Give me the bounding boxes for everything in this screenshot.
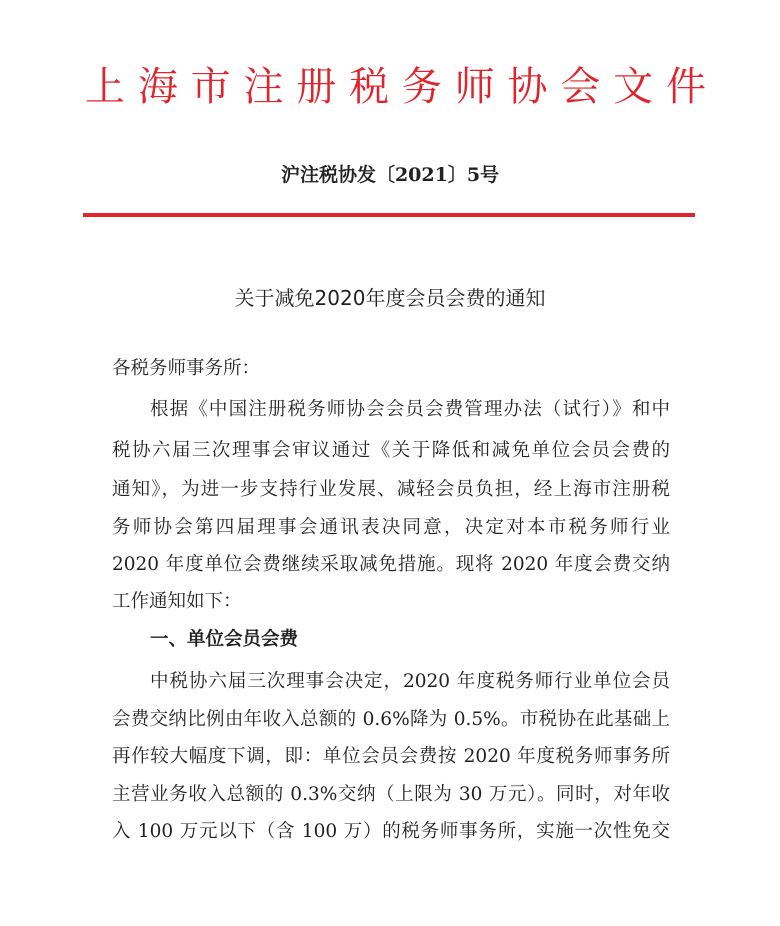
paragraph-line: 务师协会第四届理事会通讯表决同意，决定对本市税务师行业 [112,517,670,538]
paragraph-line: 会费交纳比例由年收入总额的 0.6%降为 0.5%。市税协在此基础上 [112,709,670,730]
paragraph-line: 再作较大幅度下调，即：单位会员会费按 2020 年度税务师事务所 [112,746,670,767]
org-header-title: 上海市注册税务师协会文件 [85,64,710,110]
paragraph-line: 主营业务收入总额的 0.3%交纳（上限为 30 万元）。同时，对年收 [112,784,670,805]
paragraph-line: 通知》，为进一步支持行业发展、减轻会员负担，经上海市注册税 [112,479,670,500]
paragraph-line: 中税协六届三次理事会决定，2020 年度税务师行业单位会员 [150,671,670,692]
paragraph-line: 税协六届三次理事会审议通过《关于降低和减免单位会员会费的 [112,440,670,461]
paragraph-line: 入 100 万元以下（含 100 万）的税务师事务所，实施一次性免交 [112,821,670,842]
red-divider [83,213,695,217]
notice-title: 关于减免2020年度会员会费的通知 [234,286,546,310]
section-heading: 一、单位会员会费 [150,629,299,650]
paragraph-line: 根据《中国注册税务师协会会员会费管理办法（试行）》和中 [150,399,670,420]
salutation: 各税务师事务所： [112,358,261,379]
paragraph-line: 工作通知如下： [112,591,242,612]
paragraph-line: 2020 年度单位会费继续采取减免措施。现将 2020 年度会费交纳 [112,554,670,575]
document-number: 沪注税协发〔2021〕5号 [280,164,500,186]
